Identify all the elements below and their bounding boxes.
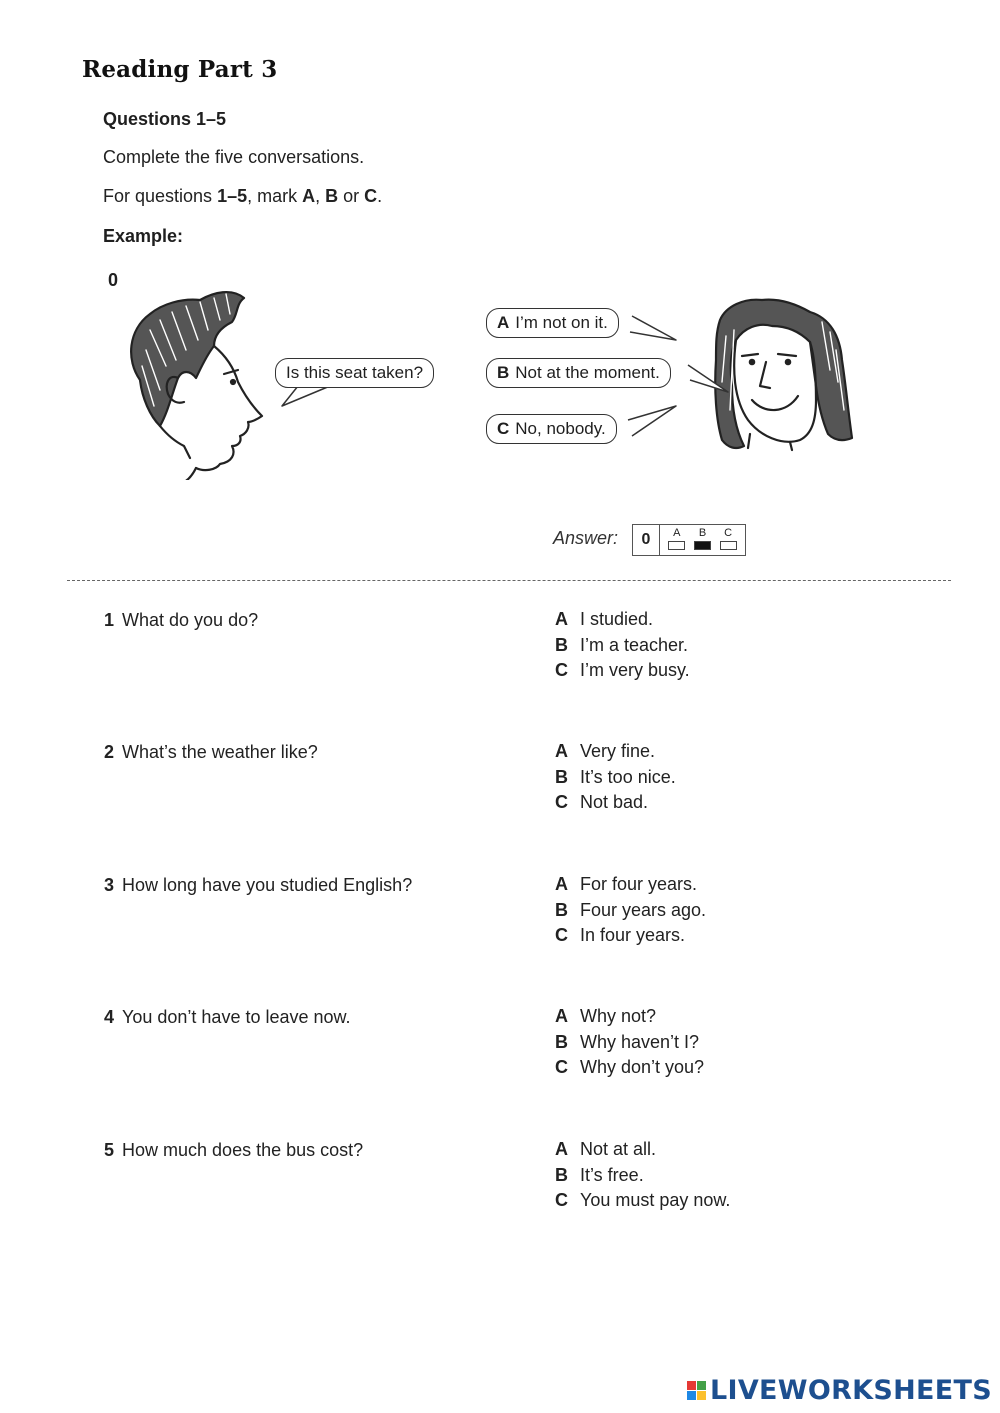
question-2-options xyxy=(555,739,676,816)
option-b[interactable] xyxy=(555,1030,704,1056)
option-text: I studied. xyxy=(580,609,654,629)
option-text: Not at all. xyxy=(580,1139,657,1159)
option-a[interactable] xyxy=(555,1137,730,1163)
example-label: Example: xyxy=(103,226,184,246)
option-bubble-a xyxy=(486,308,619,338)
option-letter: B xyxy=(555,634,568,655)
question-text: What do you do? xyxy=(122,610,259,630)
instruction-sep1: , xyxy=(315,186,326,206)
question-number: 4 xyxy=(104,1007,115,1027)
option-text: Four years ago. xyxy=(580,899,707,920)
question-5-options xyxy=(555,1137,730,1214)
option-text: In four years. xyxy=(580,925,686,945)
option-text: Why not? xyxy=(580,1006,657,1026)
option-letter: C xyxy=(555,792,568,812)
option-text: Why haven’t I? xyxy=(580,1031,700,1052)
option-letter: B xyxy=(555,1164,568,1185)
instruction-letter-a: A xyxy=(302,186,316,206)
option-b[interactable] xyxy=(555,1163,730,1189)
answer-option-a xyxy=(668,527,685,553)
option-text: It’s free. xyxy=(580,1164,644,1185)
answer-option-b xyxy=(694,527,711,553)
option-letter: B xyxy=(555,899,568,920)
answer-option-letter: B xyxy=(698,527,707,539)
option-c[interactable] xyxy=(555,658,690,684)
option-letter: A xyxy=(555,1006,568,1026)
option-letter: B xyxy=(555,1031,568,1052)
option-letter: C xyxy=(555,1190,568,1210)
question-5 xyxy=(104,1140,363,1161)
page-title: Reading Part 3 xyxy=(82,56,278,83)
example-number: 0 xyxy=(108,270,119,290)
question-3 xyxy=(104,875,412,896)
instruction-sep2: or xyxy=(338,186,365,206)
logo-grid-icon xyxy=(687,1381,706,1400)
instruction-range: 1–5 xyxy=(217,186,248,206)
question-bubble: Is this seat taken? xyxy=(275,358,434,388)
question-text: You don’t have to leave now. xyxy=(122,1007,351,1027)
option-b[interactable] xyxy=(555,633,690,659)
question-number: 5 xyxy=(104,1140,115,1160)
instruction-prefix: For questions xyxy=(103,186,218,206)
question-1-options xyxy=(555,607,690,684)
section-divider xyxy=(67,580,951,581)
question-number: 2 xyxy=(104,742,115,762)
question-4-options xyxy=(555,1004,704,1081)
question-number: 3 xyxy=(104,875,115,895)
option-b[interactable] xyxy=(555,765,676,791)
option-c[interactable] xyxy=(555,1055,704,1081)
question-text: What’s the weather like? xyxy=(122,742,318,762)
option-text: It’s too nice. xyxy=(580,766,676,787)
option-letter: A xyxy=(497,313,510,332)
option-text: Why don’t you? xyxy=(580,1057,705,1077)
answer-option-letter: C xyxy=(724,527,733,539)
answer-option-c xyxy=(720,527,737,553)
option-letter: A xyxy=(555,874,568,894)
option-text: No, nobody. xyxy=(515,419,606,438)
bubble-b-tail xyxy=(688,365,728,392)
option-text: For four years. xyxy=(580,874,698,894)
option-text: I’m very busy. xyxy=(580,660,690,680)
option-text: Not bad. xyxy=(580,792,649,812)
instruction-letter-c: C xyxy=(364,186,378,206)
instruction-middle: , mark xyxy=(247,186,303,206)
bubble-a-tail xyxy=(630,316,676,340)
option-letter: C xyxy=(497,419,510,438)
questions-heading: Questions 1–5 xyxy=(103,109,227,129)
logo-text: LIVEWORKSHEETS xyxy=(709,1375,992,1406)
question-2 xyxy=(104,742,318,763)
question-text: How long have you studied English? xyxy=(122,875,413,895)
option-a[interactable] xyxy=(555,739,676,765)
option-text: You must pay now. xyxy=(580,1190,731,1210)
option-bubble-b xyxy=(486,358,671,388)
bubble-c-tail xyxy=(628,406,676,436)
option-c[interactable] xyxy=(555,1188,730,1214)
option-letter: B xyxy=(497,363,510,382)
question-1 xyxy=(104,610,258,631)
liveworksheets-logo[interactable] xyxy=(687,1375,992,1406)
option-text: I’m not on it. xyxy=(515,313,608,332)
option-a[interactable] xyxy=(555,607,690,633)
answer-box-a xyxy=(668,541,685,550)
option-letter: C xyxy=(555,1057,568,1077)
option-b[interactable] xyxy=(555,898,706,924)
answer-number: 0 xyxy=(633,525,660,555)
answer-sheet-box xyxy=(632,524,746,556)
answer-label: Answer: xyxy=(553,528,619,548)
option-c[interactable] xyxy=(555,790,676,816)
answer-option-letter: A xyxy=(673,527,681,539)
question-4 xyxy=(104,1007,351,1028)
bubble-tails xyxy=(0,0,1000,480)
answer-box-c xyxy=(720,541,737,550)
instruction-complete: Complete the five conversations. xyxy=(103,147,365,167)
option-letter: A xyxy=(555,609,568,629)
option-letter: A xyxy=(555,1139,568,1159)
option-letter: B xyxy=(555,766,568,787)
bubble-q-tail xyxy=(282,386,330,406)
option-a[interactable] xyxy=(555,872,706,898)
question-3-options xyxy=(555,872,706,949)
option-text: Not at the moment. xyxy=(515,363,660,382)
option-a[interactable] xyxy=(555,1004,704,1030)
answer-box-b-selected xyxy=(694,541,711,550)
question-text: How much does the bus cost? xyxy=(122,1140,364,1160)
option-text: Very fine. xyxy=(580,741,656,761)
instruction-suffix: . xyxy=(377,186,383,206)
question-number: 1 xyxy=(104,610,115,630)
option-bubble-c xyxy=(486,414,617,444)
option-letter: A xyxy=(555,741,568,761)
instruction-letter-b: B xyxy=(325,186,339,206)
option-letter: C xyxy=(555,925,568,945)
option-text: I’m a teacher. xyxy=(580,634,689,655)
option-letter: C xyxy=(555,660,568,680)
option-c[interactable] xyxy=(555,923,706,949)
